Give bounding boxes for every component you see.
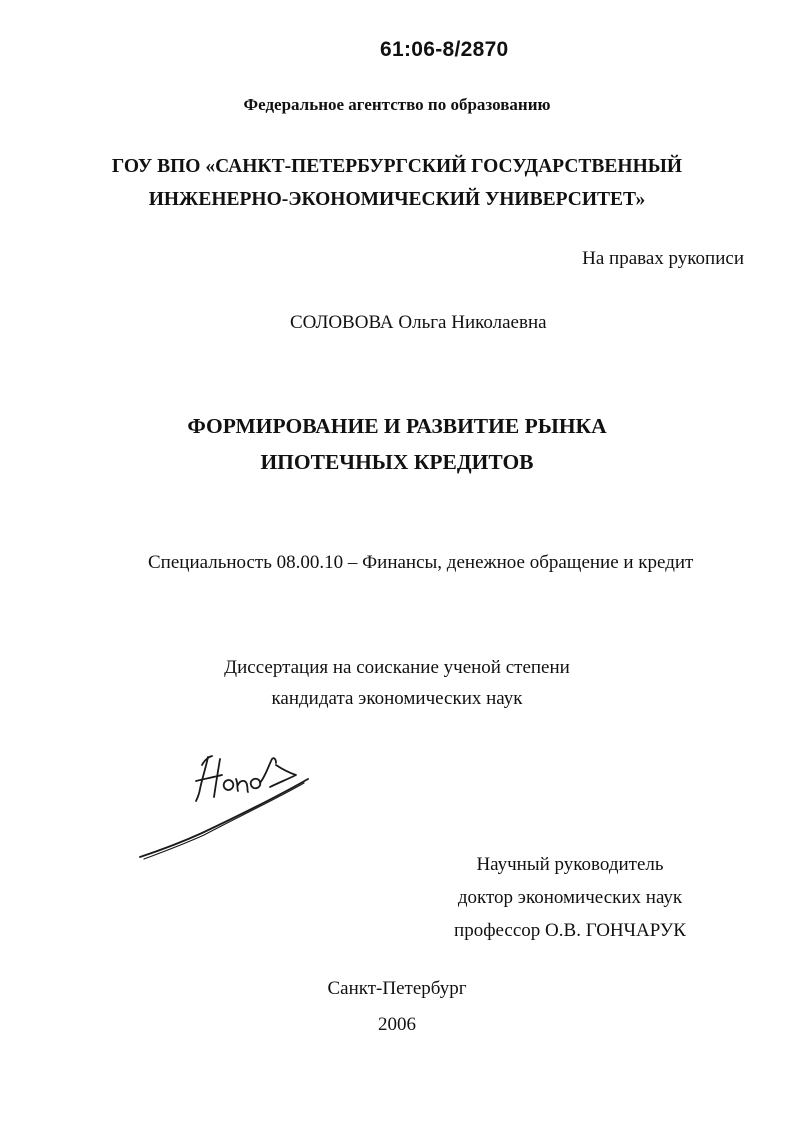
catalog-number: 61:06-8/2870 (380, 38, 509, 61)
dissertation-title-line-2: ИПОТЕЧНЫХ КРЕДИТОВ (260, 450, 534, 474)
university-name-line-2: ИНЖЕНЕРНО-ЭКОНОМИЧЕСКИЙ УНИВЕРСИТЕТ» (148, 189, 646, 210)
specialty-line: Специальность 08.00.10 – Финансы, денежное обращение и кредит (148, 552, 694, 573)
manuscript-rights-note: На правах рукописи (582, 248, 744, 269)
dissertation-title-line-1: ФОРМИРОВАНИЕ И РАЗВИТИЕ РЫНКА (187, 414, 607, 438)
university-name-line-1: ГОУ ВПО «САНКТ-ПЕТЕРБУРГСКИЙ ГОСУДАРСТВЕННЫЙ (111, 156, 683, 177)
supervisor-role: Научный руководитель (476, 854, 664, 875)
dissertation-title (0, 408, 794, 480)
supervisor-name: профессор О.В. ГОНЧАРУК (454, 920, 686, 941)
degree-statement (0, 652, 794, 714)
degree-statement-line-2: кандидата экономических наук (271, 688, 523, 709)
year: 2006 (378, 1014, 416, 1035)
handwritten-signature (130, 745, 330, 865)
agency-name: Федеральное агентство по образованию (243, 95, 551, 114)
supervisor-degree: доктор экономических наук (457, 887, 683, 908)
university-name (0, 150, 794, 216)
degree-statement-line-1: Диссертация на соискание ученой степени (224, 657, 570, 678)
author-name: СОЛОВОВА Ольга Николаевна (290, 312, 547, 333)
city: Санкт-Петербург (327, 978, 467, 999)
scientific-supervisor (450, 848, 690, 947)
